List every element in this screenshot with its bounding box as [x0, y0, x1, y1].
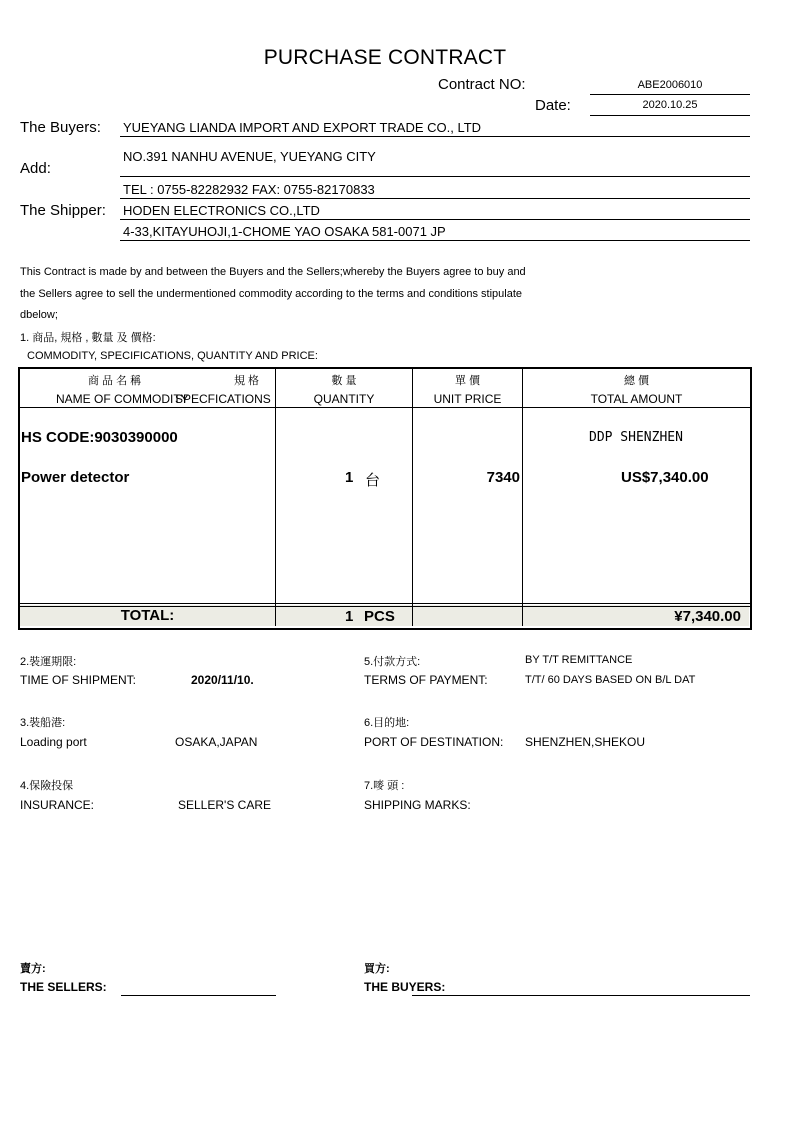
date-label: Date: [535, 97, 571, 114]
buyers-name: YUEYANG LIANDA IMPORT AND EXPORT TRADE CO., LTD [123, 120, 482, 135]
destination-en: PORT OF DESTINATION: [364, 735, 504, 749]
shipping-marks-en: SHIPPING MARKS: [364, 798, 471, 812]
tel-fax: TEL : 0755-82282932 FAX: 0755-82170833 [123, 182, 375, 197]
destination-cn: 6.目的地: [364, 717, 410, 729]
buyers-en: THE BUYERS: [364, 980, 446, 994]
payment-en: TERMS OF PAYMENT: [364, 673, 488, 687]
sellers-cn: 賣方: [20, 963, 46, 975]
header-name-en: NAME OF COMMODITY [56, 392, 189, 406]
date-underline [590, 115, 750, 116]
contract-no-label: Contract NO: [438, 76, 526, 93]
address-underline [120, 176, 750, 177]
intro-line-2: the Sellers agree to sell the undermentioned commodity according to the terms and conditions stipulate [20, 288, 523, 300]
header-total-en: TOTAL AMOUNT [590, 392, 683, 406]
loading-port-cn: 3.裝船港: [20, 717, 66, 729]
header-unit-cn: 單 價 [454, 375, 481, 387]
destination-value: SHENZHEN,SHEKOU [525, 735, 646, 749]
header-spec-en: SPECFICATIONS [175, 392, 271, 406]
section1-en: COMMODITY, SPECIFICATIONS, QUANTITY AND PRICE: [27, 350, 318, 362]
address-label: Add: [20, 160, 51, 177]
insurance-cn: 4.保險投保 [20, 780, 74, 792]
total-amount: ¥7,340.00 [674, 608, 741, 625]
contract-no-value: ABE2006010 [637, 79, 703, 91]
page-title: PURCHASE CONTRACT [263, 46, 507, 69]
item-name: Power detector [21, 469, 130, 486]
item-unit-price: 7340 [486, 469, 520, 486]
table-header-divider [19, 407, 750, 408]
buyers-underline [120, 136, 750, 137]
intro-line-3: dbelow; [20, 309, 58, 321]
item-total: US$7,340.00 [621, 469, 709, 486]
loading-port-en: Loading port [20, 735, 87, 749]
header-qty-cn: 數 量 [331, 375, 357, 387]
table-col-divider-1 [275, 368, 276, 626]
insurance-en: INSURANCE: [20, 798, 95, 812]
table-total-divider-1 [19, 603, 750, 604]
shipment-cn: 2.裝運期限: [20, 656, 77, 668]
sellers-signature-line[interactable] [121, 995, 276, 996]
shipper-underline [120, 219, 750, 220]
buyers-cn: 買方: [364, 963, 390, 975]
shipment-value: 2020/11/10. [191, 673, 254, 687]
header-spec-cn: 規 格 [234, 375, 260, 387]
shipper-address-underline [120, 240, 750, 241]
total-qty: 1 [345, 608, 354, 625]
payment-value-2: T/T/ 60 DAYS BASED ON B/L DAT [525, 674, 696, 686]
sellers-en: THE SELLERS: [20, 980, 107, 994]
intro-line-1: This Contract is made by and between the Buyers and the Sellers;whereby the Buyers agree to buy and [20, 266, 526, 278]
section1-cn: 1. 商品, 規格 , 數量 及 價格: [20, 332, 156, 344]
header-qty-en: QUANTITY [313, 392, 375, 406]
loading-port-value: OSAKA,JAPAN [175, 735, 258, 749]
table-col-divider-3 [522, 368, 523, 626]
date-value: 2020.10.25 [642, 99, 698, 111]
contract-no-underline [590, 94, 750, 95]
shipper-address: 4-33,KITAYUHOJI,1-CHOME YAO OSAKA 581-0071 JP [123, 224, 446, 239]
item-qty: 1 [345, 469, 354, 486]
buyers-label: The Buyers: [20, 119, 101, 136]
buyers-signature-line[interactable] [412, 995, 750, 996]
tel-underline [120, 198, 750, 199]
buyers-address: NO.391 NANHU AVENUE, YUEYANG CITY [123, 149, 376, 164]
header-unit-en: UNIT PRICE [433, 392, 502, 406]
shipment-en: TIME OF SHIPMENT: [20, 673, 137, 687]
header-total-cn: 總 價 [623, 375, 650, 387]
insurance-value: SELLER'S CARE [178, 798, 271, 812]
payment-cn: 5.付款方式: [364, 656, 421, 668]
table-col-divider-2 [412, 368, 413, 626]
item-qty-unit: 台 [365, 472, 381, 489]
shipping-marks-cn: 7.嘜 頭 : [364, 780, 405, 792]
shipper-label: The Shipper: [20, 202, 106, 219]
total-qty-unit: PCS [364, 608, 395, 625]
hs-code: HS CODE:9030390000 [21, 429, 178, 446]
delivery-terms: DDP SHENZHEN [589, 430, 683, 445]
shipper-name: HODEN ELECTRONICS CO.,LTD [123, 203, 320, 218]
header-name-cn: 商 品 名 稱 [88, 375, 142, 387]
payment-value-1: BY T/T REMITTANCE [525, 654, 633, 666]
total-label: TOTAL: [120, 607, 175, 624]
